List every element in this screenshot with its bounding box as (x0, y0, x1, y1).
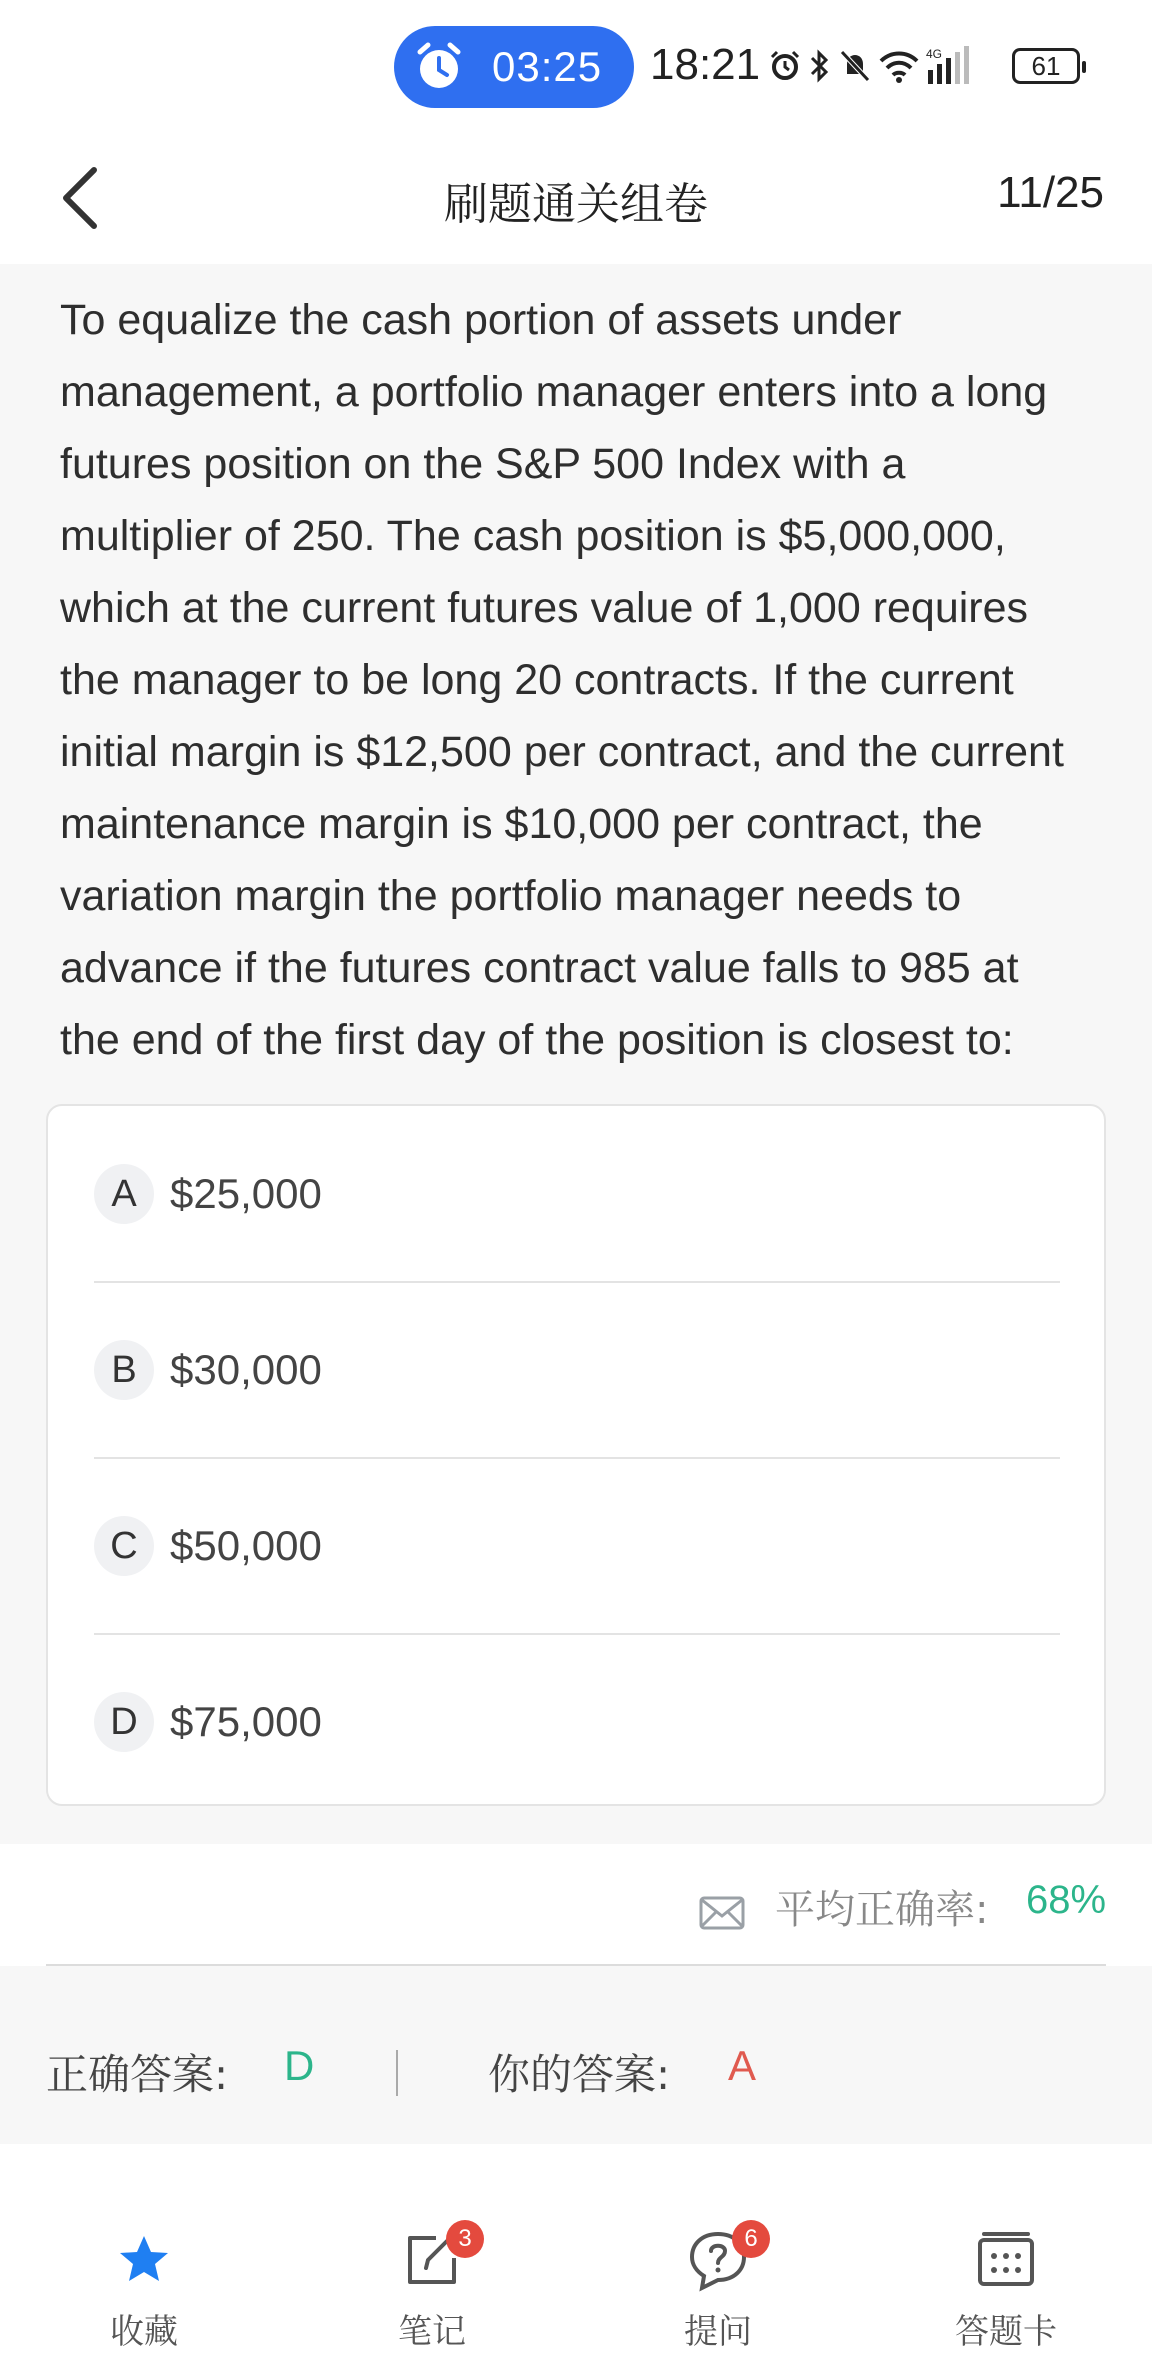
question-line: multiplier of 250. The cash position is $5,000,000, (60, 512, 1006, 560)
cellular-signal-icon (926, 46, 972, 86)
system-icons (768, 44, 972, 88)
question-line: advance if the futures contract value falls to 985 at (60, 944, 1019, 992)
question-line: initial margin is $12,500 per contract, and the current (60, 728, 1064, 776)
alarm-clock-icon (412, 40, 466, 94)
option-letter: C (94, 1516, 154, 1576)
option-text: $30,000 (170, 1346, 322, 1393)
mute-bell-icon (838, 48, 872, 84)
question-line: management, a portfolio manager enters into a long (60, 368, 1048, 416)
question-line: the end of the first day of the position is closest to: (60, 1016, 1014, 1064)
your-answer-label: 你的答案: (488, 2050, 671, 2099)
alarm-status-icon (768, 49, 802, 83)
questions-badge: 6 (732, 2220, 770, 2258)
alarm-pill[interactable] (394, 26, 634, 108)
bluetooth-icon (808, 48, 832, 84)
average-accuracy-value: 68% (1026, 1878, 1107, 1922)
question-bubble-icon (682, 2224, 758, 2296)
nav-label: 收藏 (110, 2312, 178, 2352)
nav-favorite[interactable] (54, 2224, 234, 2364)
nav-notes[interactable] (342, 2224, 522, 2364)
page-header (0, 130, 1152, 264)
question-area (0, 264, 1152, 1844)
option-letter: B (94, 1340, 154, 1400)
question-line: variation margin the portfolio manager needs to (60, 872, 962, 920)
option-a[interactable] (94, 1106, 1060, 1282)
question-text (60, 284, 1100, 1076)
wifi-icon (878, 48, 920, 84)
correct-answer-label: 正确答案: (46, 2050, 229, 2099)
correct-answer-value: D (284, 2042, 315, 2089)
nav-label: 笔记 (398, 2312, 466, 2352)
battery-icon (1012, 48, 1080, 84)
nav-label: 提问 (684, 2312, 752, 2352)
status-clock: 18:21 (650, 40, 761, 89)
option-text: $25,000 (170, 1170, 322, 1217)
feedback-mail-icon[interactable] (698, 1892, 746, 1932)
nav-questions[interactable] (628, 2224, 808, 2364)
option-text: $75,000 (170, 1698, 322, 1745)
question-progress: 11/25 (997, 168, 1104, 217)
option-d[interactable] (94, 1634, 1060, 1810)
average-accuracy-label: 平均正确率: (775, 1887, 989, 1933)
options-card (46, 1104, 1106, 1806)
question-line: futures position on the S&P 500 Index with a (60, 440, 906, 488)
note-edit-icon (396, 2224, 472, 2296)
answer-card-icon (970, 2224, 1042, 2296)
question-line: the manager to be long 20 contracts. If the current (60, 656, 1014, 704)
answer-summary (0, 1966, 1152, 2144)
question-line: maintenance margin is $10,000 per contract, the (60, 800, 983, 848)
question-line: which at the current futures value of 1,000 requires (60, 584, 1029, 632)
bottom-toolbar (0, 2144, 1152, 2376)
question-line: To equalize the cash portion of assets under (60, 296, 902, 344)
network-type: 4G (926, 47, 943, 61)
battery-level: 61 (1031, 50, 1061, 81)
star-icon (108, 2224, 180, 2296)
nav-label: 答题卡 (955, 2312, 1057, 2352)
notes-badge: 3 (446, 2220, 484, 2258)
status-bar (0, 0, 1152, 130)
nav-answer-card[interactable] (916, 2224, 1096, 2364)
alarm-time: 03:25 (492, 43, 603, 90)
option-letter: A (94, 1164, 154, 1224)
page-title: 刷题通关组卷 (444, 179, 708, 230)
option-c[interactable] (94, 1458, 1060, 1634)
option-text: $50,000 (170, 1522, 322, 1569)
your-answer-value: A (728, 2042, 757, 2089)
option-letter: D (94, 1692, 154, 1752)
accuracy-row (0, 1844, 1152, 1964)
answer-separator (396, 2050, 398, 2096)
option-b[interactable] (94, 1282, 1060, 1458)
